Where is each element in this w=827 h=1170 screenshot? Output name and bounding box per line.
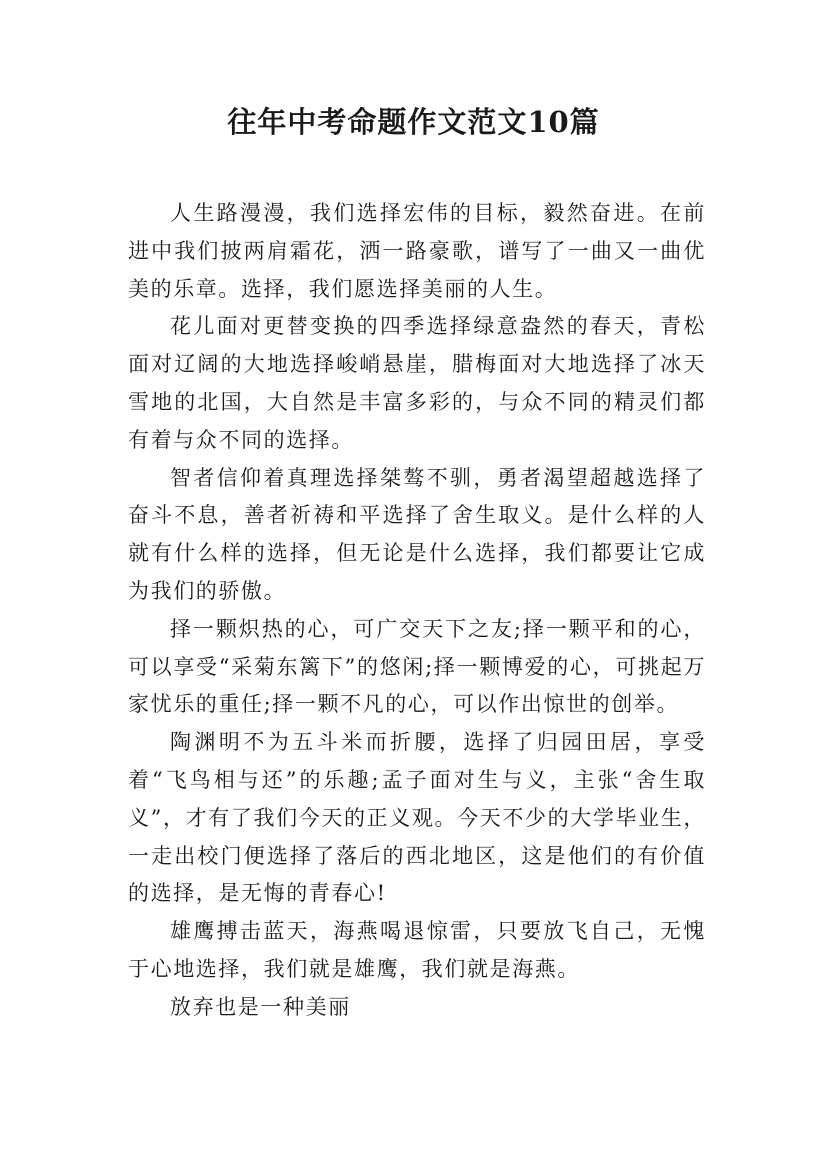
- paragraph: 雄鹰搏击蓝天，海燕喝退惊雷，只要放飞自己，无愧于心地选择，我们就是雄鹰，我们就是海燕。: [128, 919, 706, 981]
- document-title: 往年中考命题作文范文10篇: [227, 105, 600, 139]
- section-heading: 放弃也是一种美丽: [170, 994, 351, 1019]
- paragraph: 花儿面对更替变换的四季选择绿意盎然的春天，青松面对辽阔的大地选择峻峭悬崖，腊梅面对大地选择了冰天雪地的北国，大自然是丰富多彩的，与众不同的精灵们都有着与众不同的选择。: [128, 314, 706, 452]
- paragraph: 智者信仰着真理选择桀骜不驯，勇者渴望超越选择了奋斗不息，善者祈祷和平选择了舍生取义。是什么样的人就有什么样的选择，但无论是什么选择，我们都要让它成为我们的骄傲。: [128, 465, 706, 603]
- paragraph: 人生路漫漫，我们选择宏伟的目标，毅然奋进。在前进中我们披两肩霜花，洒一路豪歌，谱写了一曲又一曲优美的乐章。选择，我们愿选择美丽的人生。: [128, 201, 706, 301]
- document-body: [128, 195, 706, 1027]
- paragraph: 陶渊明不为五斗米而折腰，选择了归园田居，享受着“飞鸟相与还”的乐趣;孟子面对生与义，主张“舍生取义”，才有了我们今天的正义观。今天不少的大学毕业生，一走出校门便选择了落后的西北地区，这是他们的有价值的选择，是无悔的青春心!: [128, 730, 706, 906]
- paragraph: 择一颗炽热的心，可广交天下之友;择一颗平和的心，可以享受“采菊东篱下”的悠闲;择一颗博爱的心，可挑起万家忧乐的重任;择一颗不凡的心，可以作出惊世的创举。: [128, 616, 706, 717]
